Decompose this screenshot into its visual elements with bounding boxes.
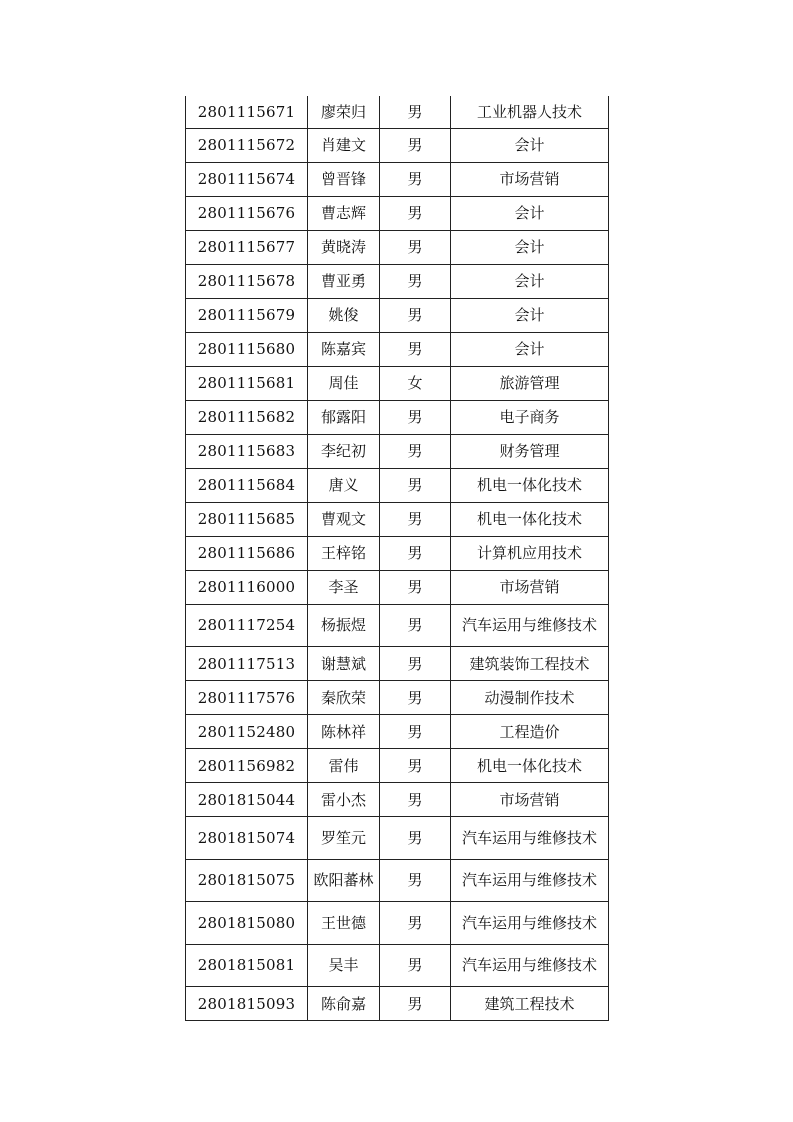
student-id-cell: 2801117254 xyxy=(186,604,308,647)
student-id-cell: 2801115682 xyxy=(186,400,308,434)
gender-cell: 男 xyxy=(380,944,451,987)
major-cell: 建筑工程技术 xyxy=(451,987,609,1021)
student-table xyxy=(185,96,609,1021)
table-row xyxy=(186,96,609,128)
table-row xyxy=(186,817,609,860)
student-id-cell: 2801815080 xyxy=(186,902,308,945)
student-name-cell: 肖建文 xyxy=(308,128,380,162)
gender-cell: 男 xyxy=(380,434,451,468)
major-cell: 汽车运用与维修技术 xyxy=(451,604,609,647)
student-id-cell: 2801152480 xyxy=(186,715,308,749)
major-cell: 汽车运用与维修技术 xyxy=(451,859,609,902)
gender-cell: 男 xyxy=(380,96,451,128)
student-id-cell: 2801115683 xyxy=(186,434,308,468)
table-row xyxy=(186,366,609,400)
gender-cell: 男 xyxy=(380,196,451,230)
major-cell: 汽车运用与维修技术 xyxy=(451,944,609,987)
major-cell: 机电一体化技术 xyxy=(451,502,609,536)
student-name-cell: 吴丰 xyxy=(308,944,380,987)
student-id-cell: 2801815075 xyxy=(186,859,308,902)
gender-cell: 男 xyxy=(380,536,451,570)
gender-cell: 男 xyxy=(380,902,451,945)
major-cell: 工业机器人技术 xyxy=(451,96,609,128)
student-name-cell: 欧阳蕃林 xyxy=(308,859,380,902)
student-name-cell: 唐义 xyxy=(308,468,380,502)
table-row xyxy=(186,298,609,332)
student-name-cell: 曹观文 xyxy=(308,502,380,536)
student-name-cell: 雷小杰 xyxy=(308,783,380,817)
student-id-cell: 2801115676 xyxy=(186,196,308,230)
major-cell: 工程造价 xyxy=(451,715,609,749)
student-name-cell: 雷伟 xyxy=(308,749,380,783)
gender-cell: 男 xyxy=(380,128,451,162)
gender-cell: 男 xyxy=(380,162,451,196)
major-cell: 计算机应用技术 xyxy=(451,536,609,570)
student-id-cell: 2801117576 xyxy=(186,681,308,715)
major-cell: 市场营销 xyxy=(451,783,609,817)
major-cell: 会计 xyxy=(451,298,609,332)
student-name-cell: 秦欣荣 xyxy=(308,681,380,715)
student-id-cell: 2801115686 xyxy=(186,536,308,570)
table-row xyxy=(186,536,609,570)
major-cell: 会计 xyxy=(451,128,609,162)
table-row xyxy=(186,944,609,987)
major-cell: 旅游管理 xyxy=(451,366,609,400)
student-name-cell: 曹志辉 xyxy=(308,196,380,230)
major-cell: 会计 xyxy=(451,264,609,298)
table-row xyxy=(186,749,609,783)
gender-cell: 男 xyxy=(380,681,451,715)
gender-cell: 女 xyxy=(380,366,451,400)
student-name-cell: 王梓铭 xyxy=(308,536,380,570)
gender-cell: 男 xyxy=(380,604,451,647)
major-cell: 汽车运用与维修技术 xyxy=(451,817,609,860)
gender-cell: 男 xyxy=(380,298,451,332)
student-id-cell: 2801116000 xyxy=(186,570,308,604)
gender-cell: 男 xyxy=(380,468,451,502)
gender-cell: 男 xyxy=(380,859,451,902)
student-id-cell: 2801115680 xyxy=(186,332,308,366)
major-cell: 建筑装饰工程技术 xyxy=(451,647,609,681)
table-row xyxy=(186,332,609,366)
student-id-cell: 2801117513 xyxy=(186,647,308,681)
student-name-cell: 曹亚勇 xyxy=(308,264,380,298)
major-cell: 会计 xyxy=(451,230,609,264)
table-row xyxy=(186,859,609,902)
gender-cell: 男 xyxy=(380,647,451,681)
student-table-body xyxy=(186,96,609,1021)
student-name-cell: 廖荣归 xyxy=(308,96,380,128)
gender-cell: 男 xyxy=(380,400,451,434)
gender-cell: 男 xyxy=(380,817,451,860)
table-row xyxy=(186,681,609,715)
gender-cell: 男 xyxy=(380,502,451,536)
student-name-cell: 谢慧斌 xyxy=(308,647,380,681)
gender-cell: 男 xyxy=(380,570,451,604)
gender-cell: 男 xyxy=(380,987,451,1021)
student-id-cell: 2801156982 xyxy=(186,749,308,783)
gender-cell: 男 xyxy=(380,749,451,783)
gender-cell: 男 xyxy=(380,264,451,298)
table-row xyxy=(186,715,609,749)
gender-cell: 男 xyxy=(380,715,451,749)
student-name-cell: 罗笙元 xyxy=(308,817,380,860)
student-name-cell: 陈嘉宾 xyxy=(308,332,380,366)
gender-cell: 男 xyxy=(380,230,451,264)
student-name-cell: 李纪初 xyxy=(308,434,380,468)
major-cell: 市场营销 xyxy=(451,570,609,604)
major-cell: 市场营销 xyxy=(451,162,609,196)
student-id-cell: 2801815044 xyxy=(186,783,308,817)
gender-cell: 男 xyxy=(380,332,451,366)
table-row xyxy=(186,434,609,468)
major-cell: 动漫制作技术 xyxy=(451,681,609,715)
major-cell: 机电一体化技术 xyxy=(451,749,609,783)
table-row xyxy=(186,902,609,945)
student-name-cell: 陈林祥 xyxy=(308,715,380,749)
student-id-cell: 2801115681 xyxy=(186,366,308,400)
student-id-cell: 2801115684 xyxy=(186,468,308,502)
student-id-cell: 2801815074 xyxy=(186,817,308,860)
table-row xyxy=(186,264,609,298)
student-id-cell: 2801115671 xyxy=(186,96,308,128)
table-row xyxy=(186,196,609,230)
student-id-cell: 2801815093 xyxy=(186,987,308,1021)
table-row xyxy=(186,468,609,502)
table-row xyxy=(186,400,609,434)
student-id-cell: 2801815081 xyxy=(186,944,308,987)
table-row xyxy=(186,128,609,162)
student-id-cell: 2801115674 xyxy=(186,162,308,196)
table-row xyxy=(186,230,609,264)
table-row xyxy=(186,647,609,681)
student-name-cell: 周佳 xyxy=(308,366,380,400)
student-name-cell: 杨振煜 xyxy=(308,604,380,647)
major-cell: 电子商务 xyxy=(451,400,609,434)
table-row xyxy=(186,783,609,817)
major-cell: 会计 xyxy=(451,196,609,230)
table-row xyxy=(186,162,609,196)
major-cell: 财务管理 xyxy=(451,434,609,468)
student-name-cell: 陈俞嘉 xyxy=(308,987,380,1021)
student-name-cell: 李圣 xyxy=(308,570,380,604)
major-cell: 汽车运用与维修技术 xyxy=(451,902,609,945)
table-row xyxy=(186,570,609,604)
table-row xyxy=(186,987,609,1021)
major-cell: 机电一体化技术 xyxy=(451,468,609,502)
student-id-cell: 2801115678 xyxy=(186,264,308,298)
student-id-cell: 2801115685 xyxy=(186,502,308,536)
student-id-cell: 2801115679 xyxy=(186,298,308,332)
student-name-cell: 曾晋锋 xyxy=(308,162,380,196)
gender-cell: 男 xyxy=(380,783,451,817)
student-name-cell: 王世德 xyxy=(308,902,380,945)
table-row xyxy=(186,502,609,536)
student-name-cell: 黄晓涛 xyxy=(308,230,380,264)
student-name-cell: 姚俊 xyxy=(308,298,380,332)
student-name-cell: 郁露阳 xyxy=(308,400,380,434)
student-id-cell: 2801115672 xyxy=(186,128,308,162)
major-cell: 会计 xyxy=(451,332,609,366)
table-row xyxy=(186,604,609,647)
student-id-cell: 2801115677 xyxy=(186,230,308,264)
